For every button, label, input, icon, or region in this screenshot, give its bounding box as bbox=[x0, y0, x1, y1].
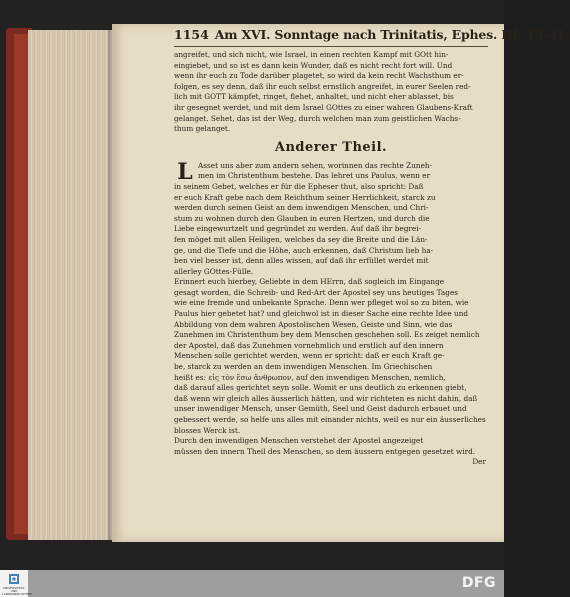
text-line: werden durch seinen Geist an dem inwendigen Menschen, und Chri- bbox=[174, 203, 429, 213]
text-line: Durch den inwendigen Menschen verstehet der Apostel angezeiget bbox=[174, 436, 424, 446]
text-line: Paulus hier gebetet hat? und gleichwol ist in dieser Sache eine rechte Idee und bbox=[174, 309, 469, 319]
dropcap-lines bbox=[174, 158, 488, 185]
text-line: Abbildung von dem wahren Apostolischen Wesen, Geiste und Sinn, wie das bbox=[174, 319, 453, 329]
running-head bbox=[174, 26, 570, 44]
text-line: angreifet, und sich nicht, wie Israel, in einen rechten Kampf mit GOtt hin- bbox=[174, 50, 449, 59]
text-line: daß darauf alles gerichtet seyn solle. Womit er uns deutlich zu erkennen giebt, bbox=[174, 383, 467, 393]
head-rule bbox=[174, 46, 488, 47]
text-line: der Apostel, daß das Zunehmen vornehmlich und erstlich auf den innern bbox=[174, 340, 444, 350]
text-line: lich mit GOTT kämpfet, ringet, flehet, anhaltet, und nicht eher ablasset, bis bbox=[174, 92, 454, 102]
viewer-footer bbox=[0, 570, 504, 597]
text-line: men im Christenthum bestehe. Das lehret uns Paulus, wenn er bbox=[198, 171, 431, 181]
text-line: eingiebet, und so ist es dann kein Wunder, daß es nicht recht fort will. Und bbox=[174, 60, 453, 70]
text-line: müssen den innern Theil des Menschen, so dem äussern entgegen gesetzet wird. bbox=[174, 446, 476, 456]
text-line: folgen, es sey denn, daß ihr euch selbst ernstlich angreifet, in eurer Seelen red- bbox=[174, 81, 471, 91]
text-line: thum gelanget. bbox=[174, 124, 231, 134]
text-line: wie eine fremde und unbekante Sprache. Denn wer pfleget wol so zu biten, wie bbox=[174, 298, 469, 308]
text-line: Asset uns aber zum andern sehen, worinnen das rechte Zuneh- bbox=[198, 160, 433, 170]
page-number: 1154 bbox=[174, 27, 209, 42]
catchword: Der bbox=[472, 457, 486, 467]
text-line: wenn ihr euch zu Tode darüber plagetet, so wird da kein recht Wachsthum er- bbox=[174, 71, 464, 81]
paragraph-main bbox=[174, 182, 488, 457]
text-line: Liebe eingewurtzelt und gegründet zu werden. Auf daß ihr begrei- bbox=[174, 224, 421, 234]
dfg-logo[interactable]: DFG bbox=[461, 575, 496, 591]
paragraph-top bbox=[174, 50, 488, 135]
text-line: ben viel besser ist, denn alles wissen, auf daß ihr erfüllet werdet mit bbox=[174, 256, 429, 266]
text-line: unser inwendiger Mensch, unser Gemüth, Seel und Geist dadurch erbauet und bbox=[174, 404, 467, 414]
text-line: Zunehmen im Christenthum bey dem Menschen geschehen soll. Es zeiget nemlich bbox=[174, 330, 480, 340]
text-line: Erinnert euch hierbey, Geliebte in dem HErrn, daß sogleich im Eingange bbox=[174, 277, 445, 287]
text-line: allerley GOttes-Fülle. bbox=[174, 266, 254, 276]
running-title: Am XVI. Sonntage nach Trinitatis, Ephes. III, 13-21. bbox=[214, 27, 570, 42]
text-line: be, starck zu werden an dem inwendigen Menschen. Im Griechischen bbox=[174, 362, 433, 372]
text-line: blosses Werck ist. bbox=[174, 425, 241, 435]
text-line: gesagt worden, die Schreib- und Red-Art der Apostel sey uns heutiges Tages bbox=[174, 287, 459, 297]
text-line: ge, und die Tiefe und die Höhe, auch erkennen, daß Christum lieb ha- bbox=[174, 245, 434, 255]
text-line: in seinem Gebet, welches er für die Epheser thut, also spricht: Daß bbox=[174, 181, 424, 191]
page-text bbox=[174, 26, 570, 467]
text-line: gebessert werde, so helfe uns alles mit einander nichts, weil es nur ein äusserliches bbox=[174, 415, 486, 424]
text-line: er euch Kraft gebe nach dem Reichthum seiner Herrlichkeit, starck zu bbox=[174, 192, 436, 202]
drop-cap: L bbox=[177, 158, 193, 185]
text-line: fen möget mit allen Heiligen, welches da sey die Breite und die Län- bbox=[174, 234, 428, 244]
text-line: daß wenn wir gleich alles äusserlich hätten, und wir richteten es nicht dahin, daß bbox=[174, 393, 478, 403]
text-line: Menschen solle gerichtet werden, wenn er spricht: daß er euch Kraft ge- bbox=[174, 351, 445, 361]
dropcap-paragraph bbox=[174, 158, 488, 185]
text-line: gelanget. Sehet, das ist der Weg, durch welchen man zum geistlichen Wachs- bbox=[174, 113, 461, 123]
text-line: ihr gesegnet werdet, und mit dem Israel GOttes zu einer wahren Glaubens-Kraft bbox=[174, 102, 473, 112]
library-logo-icon bbox=[9, 574, 19, 584]
library-logo-text: UNIVERSITÄTS- UND LANDESBIBLIOTHEK bbox=[2, 586, 33, 597]
text-line: stum zu wohnen durch den Glauben in euren Hertzen, und durch die bbox=[174, 213, 430, 223]
section-heading: Anderer Theil. bbox=[274, 139, 388, 155]
text-line: heißt es: εἰς τὸν ἔσω ἄνθρωπον, auf den inwendigen Menschen, nemlich, bbox=[174, 372, 446, 382]
book-fore-edge bbox=[28, 30, 112, 540]
library-logo[interactable] bbox=[0, 570, 33, 597]
